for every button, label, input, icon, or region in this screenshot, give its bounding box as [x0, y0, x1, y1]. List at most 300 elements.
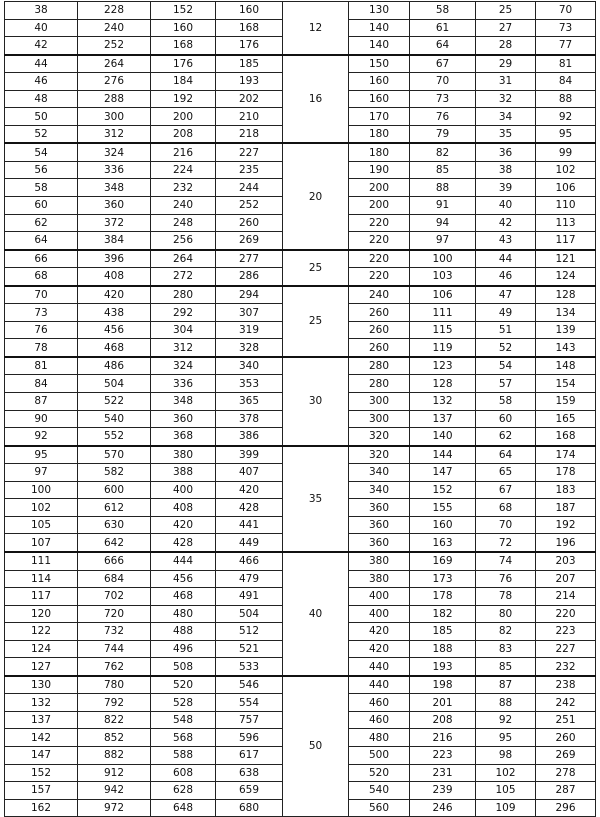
table-cell: 792: [78, 694, 151, 712]
table-cell: 420: [349, 623, 410, 641]
table-cell: 137: [5, 711, 78, 729]
table-cell: 223: [536, 623, 596, 641]
table-cell: 68: [476, 499, 536, 517]
table-cell: 47: [476, 286, 536, 304]
table-cell: 66: [5, 250, 78, 268]
table-cell: 40: [476, 197, 536, 215]
table-cell: 32: [476, 90, 536, 108]
table-cell: 360: [78, 197, 151, 215]
table-cell: 612: [78, 499, 151, 517]
data-table: [4, 1, 596, 817]
table-cell: 320: [349, 428, 410, 446]
table-cell: 324: [78, 143, 151, 161]
table-cell: 628: [151, 782, 216, 800]
table-cell: 480: [151, 605, 216, 623]
table-cell: 160: [216, 2, 283, 20]
table-cell: 732: [78, 623, 151, 641]
table-cell: 420: [216, 481, 283, 499]
table-cell: 260: [349, 304, 410, 322]
table-cell: 408: [151, 499, 216, 517]
table-cell: 312: [78, 125, 151, 143]
table-cell: 150: [349, 55, 410, 73]
table-cell: 319: [216, 321, 283, 339]
table-cell: 88: [536, 90, 596, 108]
table-cell: 35: [476, 125, 536, 143]
table-cell: 300: [349, 393, 410, 411]
table-cell: 70: [410, 73, 476, 91]
table-cell: 420: [349, 640, 410, 658]
table-cell: 95: [5, 446, 78, 464]
table-cell: 324: [151, 357, 216, 375]
table-cell: 147: [410, 464, 476, 482]
table-cell: 65: [476, 464, 536, 482]
table-cell: 235: [216, 161, 283, 179]
table-cell: 50: [5, 108, 78, 126]
group-value-cell: 50: [283, 676, 349, 817]
table-cell: 73: [5, 304, 78, 322]
table-cell: 242: [536, 694, 596, 712]
table-cell: 122: [5, 623, 78, 641]
table-cell: 134: [536, 304, 596, 322]
table-cell: 115: [410, 321, 476, 339]
table-row: [5, 357, 596, 375]
table-cell: 120: [5, 605, 78, 623]
table-cell: 276: [78, 73, 151, 91]
table-cell: 353: [216, 375, 283, 393]
table-cell: 500: [349, 746, 410, 764]
table-cell: 441: [216, 516, 283, 534]
table-cell: 193: [216, 73, 283, 91]
table-cell: 83: [476, 640, 536, 658]
table-cell: 360: [349, 499, 410, 517]
table-cell: 178: [410, 588, 476, 606]
table-cell: 227: [216, 143, 283, 161]
table-cell: 407: [216, 464, 283, 482]
table-cell: 444: [151, 552, 216, 570]
table-cell: 88: [410, 179, 476, 197]
table-cell: 216: [151, 143, 216, 161]
table-cell: 260: [349, 321, 410, 339]
table-row: [5, 286, 596, 304]
table-cell: 428: [216, 499, 283, 517]
table-cell: 200: [151, 108, 216, 126]
table-cell: 38: [5, 2, 78, 20]
table-cell: 468: [78, 339, 151, 357]
table-cell: 121: [536, 250, 596, 268]
table-cell: 780: [78, 676, 151, 694]
table-cell: 109: [476, 799, 536, 817]
table-cell: 70: [536, 2, 596, 20]
table-cell: 386: [216, 428, 283, 446]
table-cell: 99: [536, 143, 596, 161]
table-cell: 400: [349, 588, 410, 606]
table-cell: 399: [216, 446, 283, 464]
table-cell: 466: [216, 552, 283, 570]
table-cell: 42: [476, 214, 536, 232]
table-cell: 208: [410, 711, 476, 729]
table-cell: 28: [476, 37, 536, 55]
group-value-cell: 16: [283, 55, 349, 144]
table-cell: 460: [349, 711, 410, 729]
table-cell: 95: [476, 729, 536, 747]
table-cell: 228: [78, 2, 151, 20]
table-cell: 260: [536, 729, 596, 747]
table-cell: 252: [78, 37, 151, 55]
table-cell: 198: [410, 676, 476, 694]
table-cell: 79: [410, 125, 476, 143]
table-cell: 78: [5, 339, 78, 357]
table-cell: 294: [216, 286, 283, 304]
table-row: [5, 552, 596, 570]
table-cell: 365: [216, 393, 283, 411]
table-cell: 596: [216, 729, 283, 747]
table-cell: 440: [349, 676, 410, 694]
table-cell: 88: [476, 694, 536, 712]
table-cell: 180: [349, 125, 410, 143]
table-cell: 174: [536, 446, 596, 464]
table-cell: 60: [5, 197, 78, 215]
table-cell: 702: [78, 588, 151, 606]
table-cell: 64: [5, 232, 78, 250]
table-cell: 384: [78, 232, 151, 250]
table-cell: 340: [216, 357, 283, 375]
table-cell: 491: [216, 588, 283, 606]
table-cell: 114: [5, 570, 78, 588]
table-cell: 25: [476, 2, 536, 20]
table-cell: 84: [536, 73, 596, 91]
table-cell: 200: [349, 197, 410, 215]
table-cell: 144: [410, 446, 476, 464]
table-cell: 224: [151, 161, 216, 179]
table-cell: 252: [216, 197, 283, 215]
table-cell: 97: [5, 464, 78, 482]
table-cell: 822: [78, 711, 151, 729]
table-cell: 528: [151, 694, 216, 712]
table-cell: 240: [349, 286, 410, 304]
table-cell: 496: [151, 640, 216, 658]
table-cell: 757: [216, 711, 283, 729]
table-cell: 117: [536, 232, 596, 250]
table-cell: 107: [5, 534, 78, 552]
table-cell: 360: [349, 516, 410, 534]
table-cell: 105: [5, 516, 78, 534]
table-cell: 127: [5, 658, 78, 676]
table-cell: 68: [5, 268, 78, 286]
table-cell: 90: [5, 410, 78, 428]
table-cell: 540: [349, 782, 410, 800]
table-cell: 140: [349, 19, 410, 37]
table-cell: 460: [349, 694, 410, 712]
table-cell: 287: [536, 782, 596, 800]
group-value-cell: 12: [283, 2, 349, 55]
table-cell: 103: [410, 268, 476, 286]
table-cell: 852: [78, 729, 151, 747]
table-cell: 296: [536, 799, 596, 817]
table-cell: 85: [410, 161, 476, 179]
table-cell: 280: [349, 357, 410, 375]
table-cell: 546: [216, 676, 283, 694]
table-cell: 570: [78, 446, 151, 464]
table-cell: 58: [476, 393, 536, 411]
table-cell: 488: [151, 623, 216, 641]
table-cell: 666: [78, 552, 151, 570]
table-cell: 231: [410, 764, 476, 782]
table-cell: 123: [410, 357, 476, 375]
table-cell: 92: [536, 108, 596, 126]
table-cell: 97: [410, 232, 476, 250]
table-cell: 128: [410, 375, 476, 393]
table-cell: 190: [349, 161, 410, 179]
table-cell: 260: [216, 214, 283, 232]
table-cell: 408: [78, 268, 151, 286]
table-cell: 74: [476, 552, 536, 570]
table-cell: 232: [536, 658, 596, 676]
table-cell: 44: [476, 250, 536, 268]
table-cell: 85: [476, 658, 536, 676]
table-cell: 58: [410, 2, 476, 20]
table-row: [5, 2, 596, 20]
table-cell: 380: [151, 446, 216, 464]
table-cell: 348: [78, 179, 151, 197]
table-cell: 95: [536, 125, 596, 143]
table-cell: 239: [410, 782, 476, 800]
table-cell: 193: [410, 658, 476, 676]
table-cell: 140: [349, 37, 410, 55]
table-cell: 124: [5, 640, 78, 658]
table-cell: 617: [216, 746, 283, 764]
table-cell: 248: [151, 214, 216, 232]
table-cell: 480: [349, 729, 410, 747]
table-cell: 119: [410, 339, 476, 357]
table-cell: 196: [536, 534, 596, 552]
table-cell: 882: [78, 746, 151, 764]
group-value-cell: 20: [283, 143, 349, 249]
table-cell: 286: [216, 268, 283, 286]
table-cell: 139: [536, 321, 596, 339]
table-cell: 223: [410, 746, 476, 764]
table-cell: 111: [5, 552, 78, 570]
table-cell: 168: [151, 37, 216, 55]
table-cell: 568: [151, 729, 216, 747]
table-cell: 102: [536, 161, 596, 179]
table-cell: 52: [476, 339, 536, 357]
table-cell: 143: [536, 339, 596, 357]
group-value-cell: 40: [283, 552, 349, 676]
table-cell: 27: [476, 19, 536, 37]
table-cell: 178: [536, 464, 596, 482]
table-cell: 680: [216, 799, 283, 817]
table-cell: 82: [476, 623, 536, 641]
table-cell: 73: [410, 90, 476, 108]
table-cell: 36: [476, 143, 536, 161]
table-cell: 70: [476, 516, 536, 534]
table-cell: 102: [5, 499, 78, 517]
table-cell: 70: [5, 286, 78, 304]
table-cell: 148: [536, 357, 596, 375]
table-cell: 420: [151, 516, 216, 534]
table-cell: 360: [151, 410, 216, 428]
table-cell: 38: [476, 161, 536, 179]
table-cell: 227: [536, 640, 596, 658]
table-cell: 110: [536, 197, 596, 215]
table-cell: 220: [349, 232, 410, 250]
table-cell: 280: [349, 375, 410, 393]
table-cell: 117: [5, 588, 78, 606]
table-cell: 159: [536, 393, 596, 411]
table-cell: 368: [151, 428, 216, 446]
table-cell: 220: [349, 250, 410, 268]
table-cell: 57: [476, 375, 536, 393]
table-cell: 180: [349, 143, 410, 161]
table-cell: 62: [5, 214, 78, 232]
table-cell: 34: [476, 108, 536, 126]
table-cell: 77: [536, 37, 596, 55]
group-value-cell: 35: [283, 446, 349, 552]
table-cell: 744: [78, 640, 151, 658]
table-cell: 202: [216, 90, 283, 108]
table-cell: 256: [151, 232, 216, 250]
table-cell: 154: [536, 375, 596, 393]
table-cell: 307: [216, 304, 283, 322]
table-cell: 188: [410, 640, 476, 658]
table-cell: 94: [410, 214, 476, 232]
table-row: [5, 55, 596, 73]
table-cell: 192: [151, 90, 216, 108]
group-value-cell: 25: [283, 250, 349, 286]
table-cell: 396: [78, 250, 151, 268]
table-cell: 111: [410, 304, 476, 322]
table-cell: 42: [5, 37, 78, 55]
table-row: [5, 676, 596, 694]
table-cell: 51: [476, 321, 536, 339]
table-cell: 360: [349, 534, 410, 552]
table-cell: 582: [78, 464, 151, 482]
table-cell: 684: [78, 570, 151, 588]
table-cell: 58: [5, 179, 78, 197]
table-cell: 113: [536, 214, 596, 232]
table-cell: 48: [5, 90, 78, 108]
table-cell: 340: [349, 481, 410, 499]
table-cell: 155: [410, 499, 476, 517]
table-cell: 244: [216, 179, 283, 197]
table-cell: 160: [349, 90, 410, 108]
table-cell: 132: [410, 393, 476, 411]
table-cell: 218: [216, 125, 283, 143]
table-cell: 220: [536, 605, 596, 623]
table-cell: 520: [349, 764, 410, 782]
table-cell: 46: [5, 73, 78, 91]
table-cell: 176: [216, 37, 283, 55]
table-cell: 210: [216, 108, 283, 126]
table-row: [5, 446, 596, 464]
table-cell: 280: [151, 286, 216, 304]
table-cell: 288: [78, 90, 151, 108]
table-cell: 240: [78, 19, 151, 37]
table-cell: 440: [349, 658, 410, 676]
table-cell: 162: [5, 799, 78, 817]
table-cell: 184: [151, 73, 216, 91]
table-cell: 160: [151, 19, 216, 37]
table-cell: 300: [349, 410, 410, 428]
table-cell: 92: [5, 428, 78, 446]
table-cell: 400: [349, 605, 410, 623]
table-cell: 165: [536, 410, 596, 428]
table-cell: 504: [216, 605, 283, 623]
table-cell: 43: [476, 232, 536, 250]
table-cell: 554: [216, 694, 283, 712]
table-cell: 137: [410, 410, 476, 428]
table-cell: 98: [476, 746, 536, 764]
table-cell: 49: [476, 304, 536, 322]
table-cell: 232: [151, 179, 216, 197]
table-cell: 468: [151, 588, 216, 606]
table-cell: 203: [536, 552, 596, 570]
table-cell: 400: [151, 481, 216, 499]
table-cell: 82: [410, 143, 476, 161]
table-cell: 105: [476, 782, 536, 800]
table-cell: 168: [536, 428, 596, 446]
table-cell: 220: [349, 214, 410, 232]
table-row: [5, 143, 596, 161]
table-cell: 201: [410, 694, 476, 712]
table-cell: 456: [151, 570, 216, 588]
table-cell: 216: [410, 729, 476, 747]
table-cell: 87: [5, 393, 78, 411]
table-cell: 320: [349, 446, 410, 464]
table-cell: 207: [536, 570, 596, 588]
table-cell: 173: [410, 570, 476, 588]
table-cell: 100: [410, 250, 476, 268]
table-cell: 185: [216, 55, 283, 73]
table-cell: 81: [536, 55, 596, 73]
table-cell: 380: [349, 570, 410, 588]
table-cell: 328: [216, 339, 283, 357]
table-cell: 84: [5, 375, 78, 393]
table-cell: 720: [78, 605, 151, 623]
table-cell: 81: [5, 357, 78, 375]
table-cell: 44: [5, 55, 78, 73]
table-cell: 260: [349, 339, 410, 357]
table-cell: 208: [151, 125, 216, 143]
table-cell: 269: [216, 232, 283, 250]
table-cell: 106: [536, 179, 596, 197]
table-cell: 533: [216, 658, 283, 676]
table-cell: 160: [349, 73, 410, 91]
table-cell: 220: [349, 268, 410, 286]
table-cell: 56: [5, 161, 78, 179]
table-row: [5, 250, 596, 268]
table-cell: 40: [5, 19, 78, 37]
table-cell: 372: [78, 214, 151, 232]
table-cell: 336: [78, 161, 151, 179]
table-cell: 152: [151, 2, 216, 20]
table-cell: 520: [151, 676, 216, 694]
table-cell: 251: [536, 711, 596, 729]
table-cell: 76: [5, 321, 78, 339]
table-cell: 659: [216, 782, 283, 800]
table-cell: 78: [476, 588, 536, 606]
table-cell: 60: [476, 410, 536, 428]
table-cell: 642: [78, 534, 151, 552]
table-cell: 246: [410, 799, 476, 817]
table-cell: 185: [410, 623, 476, 641]
table-cell: 630: [78, 516, 151, 534]
table-cell: 192: [536, 516, 596, 534]
table-cell: 540: [78, 410, 151, 428]
table-cell: 972: [78, 799, 151, 817]
table-cell: 388: [151, 464, 216, 482]
table-cell: 170: [349, 108, 410, 126]
